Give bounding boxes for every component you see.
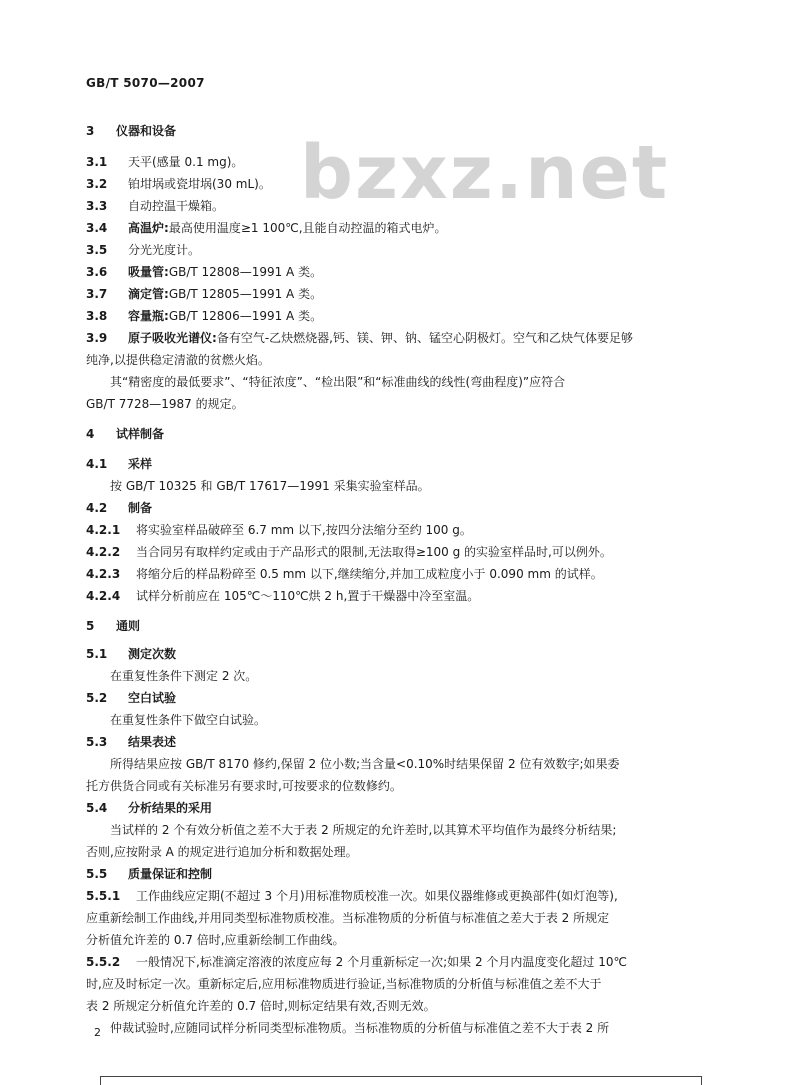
clause-5-4-text: 当试样的 2 个有效分析值之差不大于表 2 所规定的允许差时,以其算术平均值作为最终分析结果; [110, 823, 617, 837]
clause-4-1-text: 按 GB/T 10325 和 GB/T 17617—1991 采集实验室样品。 [110, 479, 430, 493]
clause-5-3-text: 托方供货合同或有关标准另有要求时,可按要求的位数修约。 [86, 779, 402, 793]
section-3-heading: 3 仪器和设备 [86, 124, 177, 138]
section-4-heading: 4 试样制备 [86, 427, 165, 441]
clause-5-3-text: 所得结果应按 GB/T 8170 修约,保留 2 位小数;当含量<0.10%时结果保留 2 位有效数字;如果委 [110, 757, 620, 771]
clause-3-6: 3.6 吸量管:GB/T 12808—1991 A 类。 [86, 265, 323, 279]
section-3-paragraph-line: 其“精密度的最低要求”、“特征浓度”、“检出限”和“标准曲线的线性(弯曲程度)”应符合 [110, 375, 566, 389]
clause-4-2-4: 4.2.4 试样分析前应在 105℃～110℃烘 2 h,置于干燥器中冷至室温。 [86, 589, 480, 603]
clause-5-5-1-text: 分析值允许差的 0.7 倍时,应重新绘制工作曲线。 [86, 933, 345, 947]
clause-5-3-heading: 5.3 结果表述 [86, 735, 177, 749]
clause-5-5-1: 5.5.1 工作曲线应定期(不超过 3 个月)用标准物质校准一次。如果仪器维修或更换部件(如灯泡等), [86, 889, 618, 903]
clause-5-5-2: 5.5.2 一般情况下,标准滴定溶液的浓度应每 2 个月重新标定一次;如果 2 个月内温度变化超过 10℃ [86, 955, 627, 969]
standard-code-header: GB/T 5070—2007 [86, 76, 205, 90]
clause-3-5: 3.5 分光光度计。 [86, 243, 201, 257]
clause-5-4-heading: 5.4 分析结果的采用 [86, 801, 213, 815]
clause-3-4: 3.4 高温炉:最高使用温度≥1 100℃,且能自动控温的箱式电炉。 [86, 221, 447, 235]
clause-3-7: 3.7 滴定管:GB/T 12805—1991 A 类。 [86, 287, 323, 301]
clause-4-2-heading: 4.2 制备 [86, 501, 153, 515]
clause-5-5-1-text: 应重新绘制工作曲线,并用同类型标准物质校准。当标准物质的分析值与标准值之差大于表 2 所规定 [86, 911, 610, 925]
clause-4-2-3: 4.2.3 将缩分后的样品粉碎至 0.5 mm 以下,继续缩分,并加工成粒度小于 0.090 mm 的试样。 [86, 567, 603, 581]
clause-3-9: 3.9 原子吸收光谱仪:备有空气-乙炔燃烧器,钙、镁、钾、钠、锰空心阴极灯。空气和乙炔气体要足够 [86, 331, 633, 345]
clause-5-5-paragraph: 仲裁试验时,应随同试样分析同类型标准物质。当标准物质的分析值与标准值之差不大于表 2 所 [110, 1021, 610, 1035]
clause-5-1-text: 在重复性条件下测定 2 次。 [110, 669, 258, 683]
clause-4-1-heading: 4.1 采样 [86, 457, 153, 471]
clause-3-2: 3.2 铂坩埚或瓷坩埚(30 mL)。 [86, 177, 271, 191]
clause-5-1-heading: 5.1 测定次数 [86, 647, 177, 661]
watermark: bzxz.net [300, 130, 670, 216]
clause-5-2-heading: 5.2 空白试验 [86, 691, 177, 705]
clause-3-8: 3.8 容量瓶:GB/T 12806—1991 A 类。 [86, 309, 323, 323]
clause-4-2-2: 4.2.2 当合同另有取样约定或由于产品形式的限制,无法取得≥100 g 的实验室样品时,可以例外。 [86, 545, 612, 559]
section-5-heading: 5 通则 [86, 619, 141, 633]
clause-3-9-continued: 纯净,以提供稳定清澈的贫燃火焰。 [86, 353, 270, 367]
clause-5-2-text: 在重复性条件下做空白试验。 [110, 713, 267, 727]
clause-5-5-heading: 5.5 质量保证和控制 [86, 867, 213, 881]
clause-4-2-1: 4.2.1 将实验室样品破碎至 6.7 mm 以下,按四分法缩分至约 100 g。 [86, 523, 472, 537]
clause-3-3: 3.3 自动控温干燥箱。 [86, 199, 225, 213]
clause-3-1: 3.1 天平(感量 0.1 mg)。 [86, 155, 244, 169]
page-number: 2 [94, 1026, 101, 1039]
clause-5-4-text: 否则,应按附录 A 的规定进行追加分析和数据处理。 [86, 845, 358, 859]
clause-5-5-2-text: 时,应及时标定一次。重新标定后,应用标准物质进行验证,当标准物质的分析值与标准值之差不大于 [86, 977, 602, 991]
section-3-paragraph-line: GB/T 7728—1987 的规定。 [86, 397, 244, 411]
clause-5-5-2-text: 表 2 所规定分析值允许差的 0.7 倍时,则标定结果有效,否则无效。 [86, 999, 436, 1013]
